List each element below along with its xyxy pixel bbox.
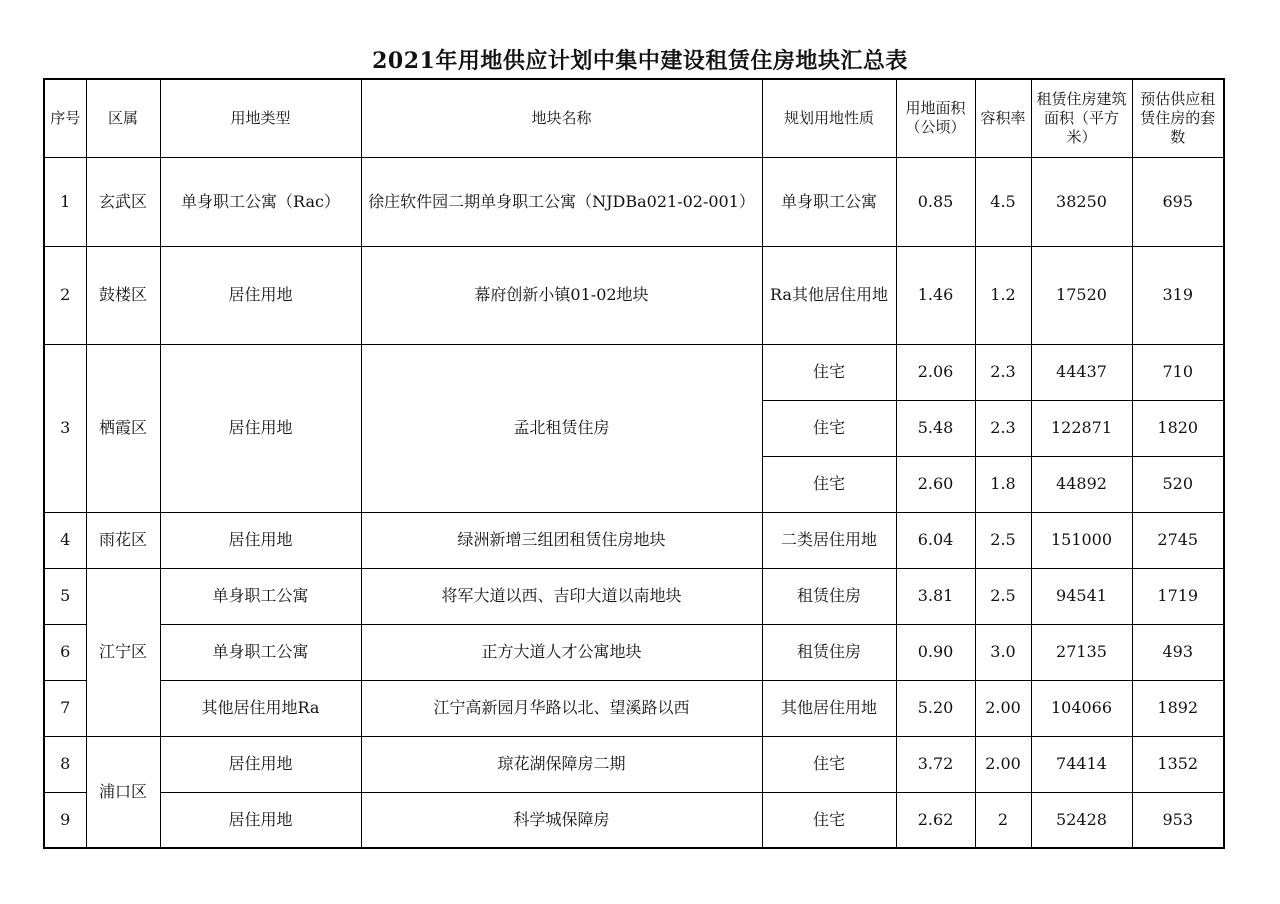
cell-district: 玄武区 xyxy=(86,157,160,246)
cell-units: 493 xyxy=(1132,624,1224,680)
cell-area: 3.72 xyxy=(896,736,975,792)
cell-units: 695 xyxy=(1132,157,1224,246)
cell-far: 1.8 xyxy=(975,456,1031,512)
cell-rental-area: 38250 xyxy=(1031,157,1132,246)
cell-seq: 5 xyxy=(44,568,86,624)
cell-land-type: 居住用地 xyxy=(160,344,361,512)
cell-units: 1892 xyxy=(1132,680,1224,736)
header-seq: 序号 xyxy=(44,79,86,157)
table-row xyxy=(44,680,1224,736)
cell-area: 3.81 xyxy=(896,568,975,624)
cell-area: 5.48 xyxy=(896,400,975,456)
cell-area: 2.62 xyxy=(896,792,975,848)
cell-district: 浦口区 xyxy=(86,736,160,848)
cell-area: 5.20 xyxy=(896,680,975,736)
cell-units: 1820 xyxy=(1132,400,1224,456)
cell-planning-use: 其他居住用地 xyxy=(762,680,896,736)
cell-plot-name: 琼花湖保障房二期 xyxy=(361,736,762,792)
cell-area: 1.46 xyxy=(896,246,975,344)
cell-rental-area: 44892 xyxy=(1031,456,1132,512)
cell-plot-name: 正方大道人才公寓地块 xyxy=(361,624,762,680)
cell-plot-name: 江宁高新园月华路以北、望溪路以西 xyxy=(361,680,762,736)
cell-planning-use: 住宅 xyxy=(762,344,896,400)
cell-seq: 4 xyxy=(44,512,86,568)
header-row xyxy=(44,79,1224,157)
table-row xyxy=(44,344,1224,400)
cell-far: 4.5 xyxy=(975,157,1031,246)
table-row xyxy=(44,246,1224,344)
cell-district: 栖霞区 xyxy=(86,344,160,512)
cell-seq: 9 xyxy=(44,792,86,848)
cell-area: 6.04 xyxy=(896,512,975,568)
cell-units: 2745 xyxy=(1132,512,1224,568)
header-area: 用地面积（公顷） xyxy=(896,79,975,157)
cell-rental-area: 151000 xyxy=(1031,512,1132,568)
cell-rental-area: 94541 xyxy=(1031,568,1132,624)
table-row xyxy=(44,792,1224,848)
cell-plot-name: 孟北租赁住房 xyxy=(361,344,762,512)
header-district: 区属 xyxy=(86,79,160,157)
cell-rental-area: 74414 xyxy=(1031,736,1132,792)
cell-planning-use: 租赁住房 xyxy=(762,568,896,624)
table-row xyxy=(44,512,1224,568)
cell-land-type: 居住用地 xyxy=(160,512,361,568)
cell-seq: 6 xyxy=(44,624,86,680)
cell-seq: 2 xyxy=(44,246,86,344)
cell-units: 1719 xyxy=(1132,568,1224,624)
cell-far: 2 xyxy=(975,792,1031,848)
cell-units: 1352 xyxy=(1132,736,1224,792)
cell-rental-area: 17520 xyxy=(1031,246,1132,344)
cell-land-type: 居住用地 xyxy=(160,246,361,344)
cell-units: 710 xyxy=(1132,344,1224,400)
cell-rental-area: 104066 xyxy=(1031,680,1132,736)
cell-units: 319 xyxy=(1132,246,1224,344)
cell-far: 3.0 xyxy=(975,624,1031,680)
cell-far: 2.00 xyxy=(975,680,1031,736)
cell-far: 2.00 xyxy=(975,736,1031,792)
cell-planning-use: 二类居住用地 xyxy=(762,512,896,568)
cell-seq: 1 xyxy=(44,157,86,246)
cell-district: 鼓楼区 xyxy=(86,246,160,344)
table-row xyxy=(44,568,1224,624)
cell-planning-use: 租赁住房 xyxy=(762,624,896,680)
cell-rental-area: 52428 xyxy=(1031,792,1132,848)
cell-land-type: 单身职工公寓 xyxy=(160,624,361,680)
cell-seq: 7 xyxy=(44,680,86,736)
cell-plot-name: 幕府创新小镇01-02地块 xyxy=(361,246,762,344)
cell-rental-area: 44437 xyxy=(1031,344,1132,400)
cell-plot-name: 绿洲新增三组团租赁住房地块 xyxy=(361,512,762,568)
cell-planning-use: 住宅 xyxy=(762,736,896,792)
cell-land-type: 单身职工公寓（Rac） xyxy=(160,157,361,246)
cell-plot-name: 将军大道以西、吉印大道以南地块 xyxy=(361,568,762,624)
cell-land-type: 居住用地 xyxy=(160,792,361,848)
cell-plot-name: 科学城保障房 xyxy=(361,792,762,848)
cell-seq: 8 xyxy=(44,736,86,792)
document-title: 2021年用地供应计划中集中建设租赁住房地块汇总表 xyxy=(372,48,908,74)
table-row xyxy=(44,157,1224,246)
cell-area: 2.06 xyxy=(896,344,975,400)
table-row xyxy=(44,624,1224,680)
table-row xyxy=(44,736,1224,792)
cell-area: 0.90 xyxy=(896,624,975,680)
cell-land-type: 其他居住用地Ra xyxy=(160,680,361,736)
cell-plot-name: 徐庄软件园二期单身职工公寓（NJDBa021-02-001） xyxy=(361,157,762,246)
cell-far: 2.5 xyxy=(975,568,1031,624)
cell-area: 2.60 xyxy=(896,456,975,512)
cell-land-type: 单身职工公寓 xyxy=(160,568,361,624)
header-planning-use: 规划用地性质 xyxy=(762,79,896,157)
cell-district: 雨花区 xyxy=(86,512,160,568)
cell-units: 520 xyxy=(1132,456,1224,512)
cell-planning-use: Ra其他居住用地 xyxy=(762,246,896,344)
cell-district: 江宁区 xyxy=(86,568,160,736)
cell-seq: 3 xyxy=(44,344,86,512)
cell-land-type: 居住用地 xyxy=(160,736,361,792)
cell-rental-area: 122871 xyxy=(1031,400,1132,456)
cell-planning-use: 单身职工公寓 xyxy=(762,157,896,246)
cell-planning-use: 住宅 xyxy=(762,792,896,848)
header-land-type: 用地类型 xyxy=(160,79,361,157)
header-far: 容积率 xyxy=(975,79,1031,157)
cell-far: 1.2 xyxy=(975,246,1031,344)
cell-planning-use: 住宅 xyxy=(762,400,896,456)
header-units: 预估供应租赁住房的套数 xyxy=(1132,79,1224,157)
cell-rental-area: 27135 xyxy=(1031,624,1132,680)
cell-area: 0.85 xyxy=(896,157,975,246)
cell-planning-use: 住宅 xyxy=(762,456,896,512)
header-rental-area: 租赁住房建筑面积（平方米） xyxy=(1031,79,1132,157)
cell-units: 953 xyxy=(1132,792,1224,848)
header-plot-name: 地块名称 xyxy=(361,79,762,157)
cell-far: 2.3 xyxy=(975,344,1031,400)
cell-far: 2.5 xyxy=(975,512,1031,568)
summary-table xyxy=(43,78,1225,849)
cell-far: 2.3 xyxy=(975,400,1031,456)
